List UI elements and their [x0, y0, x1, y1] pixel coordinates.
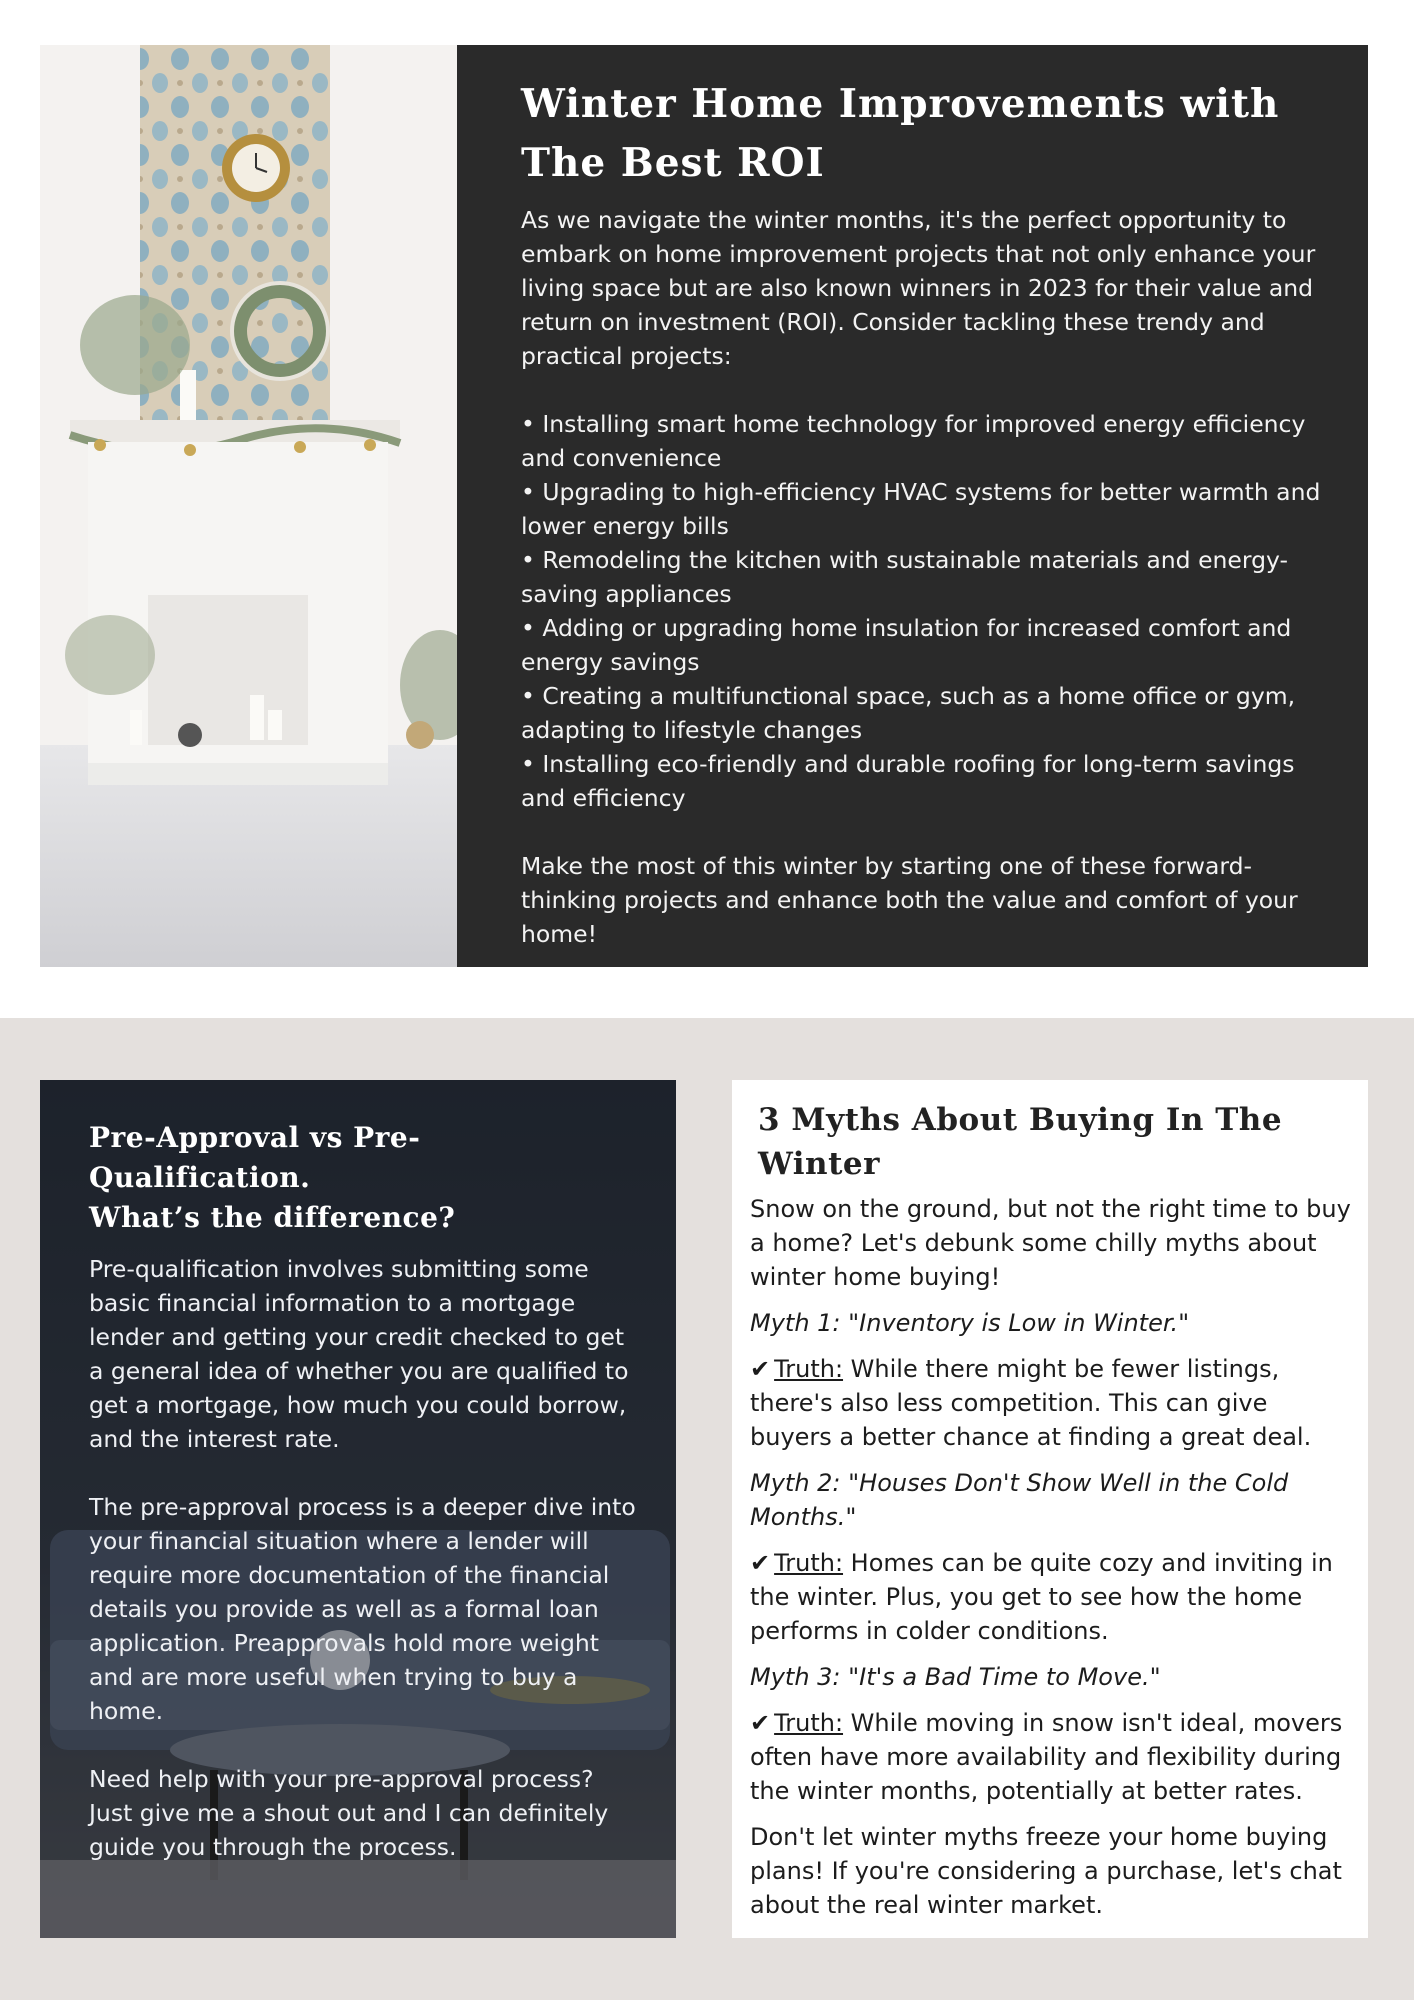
myths-title: 3 Myths About Buying In The Winter [758, 1102, 1283, 1182]
list-item: • Installing smart home technology for improved energy efficiency and convenience [521, 410, 1306, 472]
truth-label: Truth: [774, 1549, 844, 1577]
winter-roi-closing: Make the most of this winter by starting one of these forward-thinking projects and enhance both the value and comfort of your home! [521, 852, 1298, 948]
list-item: • Installing eco-friendly and durable roofing for long-term savings and efficiency [521, 750, 1295, 812]
list-item: • Remodeling the kitchen with sustainable materials and energy-saving appliances [521, 546, 1289, 608]
myth-3-question: Myth 3: "It's a Bad Time to Move." [750, 1663, 1161, 1691]
myth-3-truth [750, 1706, 1354, 1808]
fireplace-photo [40, 45, 457, 967]
myth-2-question: Myth 2: "Houses Don't Show Well in the Cold Months." [750, 1469, 1289, 1531]
bottom-section [0, 1018, 1414, 2000]
myths-intro: Snow on the ground, but not the right time to buy a home? Let's debunk some chilly myths about winter home buying! [750, 1195, 1351, 1291]
preapproval-para3: Need help with your pre-approval process? Just give me a shout out and I can definitely guide you through the process. [89, 1765, 609, 1861]
preapproval-title [89, 1118, 636, 1238]
winter-roi-title-line2: The Best ROI [521, 140, 825, 186]
myths-closing: Don't let winter myths freeze your home buying plans! If you're considering a purchase, let's chat about the real winter market. [750, 1823, 1342, 1919]
list-item: • Creating a multifunctional space, such as a home office or gym, adapting to lifestyle changes [521, 682, 1296, 744]
truth-text: While moving in snow isn't ideal, movers often have more availability and flexibility during the winter months, potentially at better rates. [750, 1709, 1343, 1805]
truth-text: Homes can be quite cozy and inviting in the winter. Plus, you get to see how the home performs in colder conditions. [750, 1549, 1333, 1645]
preapproval-panel [40, 1080, 676, 1938]
checkmark-icon: ✔ [750, 1549, 771, 1577]
checkmark-icon: ✔ [750, 1355, 771, 1383]
list-item: • Upgrading to high-efficiency HVAC systems for better warmth and lower energy bills [521, 478, 1321, 540]
myth-2-truth [750, 1546, 1354, 1648]
truth-label: Truth: [774, 1355, 844, 1383]
preapproval-para1: Pre-qualification involves submitting some basic financial information to a mortgage lender and getting your credit checked to get a general idea of whether you are qualified to get a mortgage, how much you could borrow, and the interest rate. [89, 1255, 629, 1453]
preapproval-title-line1: Pre-Approval vs Pre-Qualification. [89, 1121, 421, 1194]
preapproval-title-line2: What’s the difference? [89, 1201, 456, 1234]
winter-roi-panel [457, 45, 1368, 967]
myth-1-question: Myth 1: "Inventory is Low in Winter." [750, 1309, 1190, 1337]
truth-label: Truth: [774, 1709, 844, 1737]
winter-roi-title [521, 75, 1328, 193]
checkmark-icon: ✔ [750, 1709, 771, 1737]
myth-1-truth [750, 1352, 1354, 1454]
myths-panel [732, 1080, 1368, 1938]
winter-roi-bullet-list [521, 407, 1328, 815]
list-item: • Adding or upgrading home insulation for increased comfort and energy savings [521, 614, 1292, 676]
preapproval-para2: The pre-approval process is a deeper dive into your financial situation where a lender will require more documentation of the financial details you provide as well as a formal loan application. Preapprovals hold more weight and are more useful when trying to buy a home. [89, 1493, 636, 1725]
truth-text: While there might be fewer listings, there's also less competition. This can give buyers a better chance at finding a great deal. [750, 1355, 1312, 1451]
winter-roi-title-line1: Winter Home Improvements with [521, 81, 1280, 127]
winter-roi-intro: As we navigate the winter months, it's the perfect opportunity to embark on home improvement projects that not only enhance your living space but are also known winners in 2023 for their value and return on investment (ROI). Consider tackling these trendy and practical projects: [521, 206, 1316, 370]
